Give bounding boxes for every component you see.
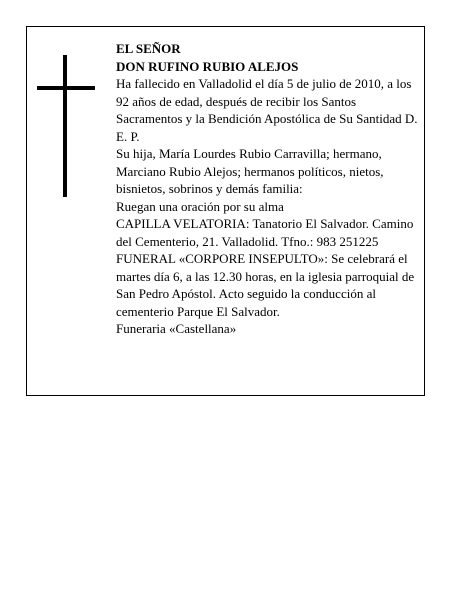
cross-icon — [37, 55, 95, 197]
obituary-text — [116, 40, 423, 338]
family-list: Su hija, María Lourdes Rubio Carravilla; hermano, Marciano Rubio Alejos; hermanos políticos, nietos, bisnietos, sobrinos y demás familia: — [116, 146, 384, 196]
chapel-info: CAPILLA VELATORIA: Tanatorio El Salvador. Camino del Cementerio, 21. Valladolid. Tfno.: 983 251225 — [116, 216, 414, 249]
honorific: EL SEÑOR — [116, 41, 181, 56]
cross-horizontal-bar — [37, 86, 95, 90]
funeral-info: FUNERAL «CORPORE INSEPULTO»: Se celebrará el martes día 6, a las 12.30 horas, en la iglesia parroquial de San Pedro Apóstol. Acto seguido la conducción al cementerio Parque El Salvador. — [116, 251, 415, 319]
deceased-name: DON RUFINO RUBIO ALEJOS — [116, 58, 299, 74]
cross-vertical-bar — [63, 55, 67, 197]
obituary-notice — [26, 26, 425, 396]
prayer-request: Ruegan una oración por su alma — [116, 198, 284, 214]
death-announcement: Ha fallecido en Valladolid el día 5 de julio de 2010, a los 92 años de edad, después de recibir los Santos Sacramentos y la Bendición Apostólica de Su Santidad D. E. P. — [116, 76, 418, 144]
funeral-home: Funeraria «Castellana» — [116, 321, 237, 336]
